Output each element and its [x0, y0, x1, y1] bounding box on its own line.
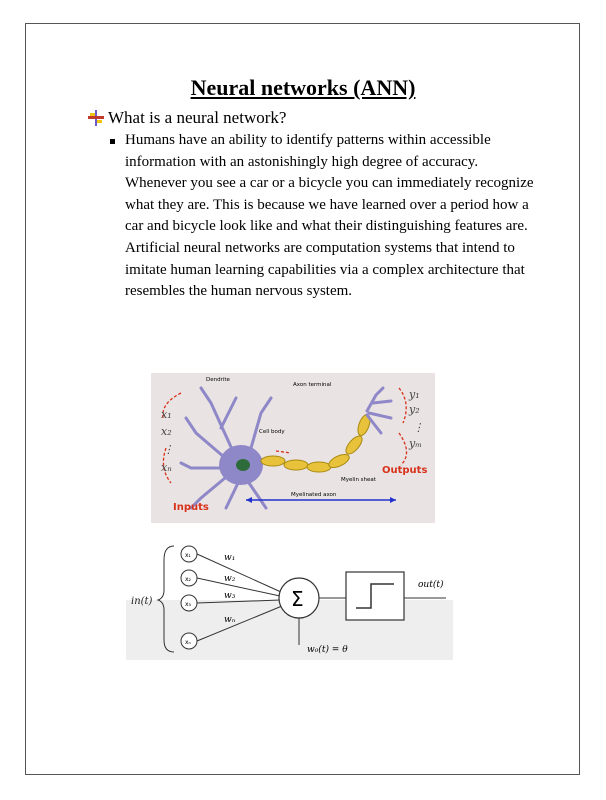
myelin-sheath-label: Myelin sheat: [341, 477, 376, 483]
myelinated-axon-label: Myelinated axon: [291, 492, 337, 498]
xn-label: xₙ: [161, 461, 172, 474]
bias-label: w₀(t) = θ: [307, 645, 348, 655]
in-t-label: in(t): [131, 596, 153, 607]
inputs-label: Inputs: [173, 502, 209, 513]
x2-label: x₂: [161, 425, 172, 438]
section-heading-text: What is a neural network?: [108, 108, 287, 127]
out-t-label: out(t): [418, 580, 444, 590]
weight-w1: w₁: [224, 553, 236, 563]
y1-label: y₁: [409, 388, 420, 401]
bullet-marker: [110, 139, 115, 144]
neuron-diagram: [151, 373, 435, 523]
page-title: Neural networks (ANN): [190, 75, 416, 100]
perceptron-diagram: [126, 540, 453, 660]
dendrite-label: Dendrite: [206, 377, 230, 383]
output-dots: ⋮: [413, 421, 424, 434]
input-x3: x₃: [185, 601, 191, 608]
weight-wn: wₙ: [224, 615, 236, 625]
ym-label: yₘ: [409, 437, 422, 450]
input-xn: xₙ: [185, 639, 191, 646]
section-heading: [88, 108, 286, 128]
input-x2: x₂: [185, 576, 191, 583]
weight-w2: w₂: [224, 574, 236, 584]
paragraph-text: Humans have an ability to identify patterns within accessible information with an astonishingly high degree of accuracy. Whenever you see a car or a bicycle you can immediately recognize what they are. This is because we have learned over a period how a car and bicycle look like and what their distinguishing features are. Artificial neural networks are computation systems that intend to imitate human learning capabilities via a complex architecture that resembles the human nervous system.: [125, 132, 534, 300]
outputs-label: Outputs: [382, 465, 428, 476]
axon-terminal-label: Axon terminal: [293, 382, 332, 388]
activation-box: [346, 572, 404, 620]
y2-label: y₂: [409, 403, 420, 416]
x1-label: x₁: [161, 408, 172, 421]
nucleus-shape: [236, 459, 250, 471]
input-dots: ⋮: [163, 443, 174, 456]
sum-symbol: Σ: [291, 587, 304, 611]
input-x1: x₁: [185, 552, 191, 559]
weight-w3: w₃: [224, 591, 236, 601]
bookmark-pin-icon: [88, 110, 104, 126]
cell-body-label: Cell body: [259, 429, 285, 435]
